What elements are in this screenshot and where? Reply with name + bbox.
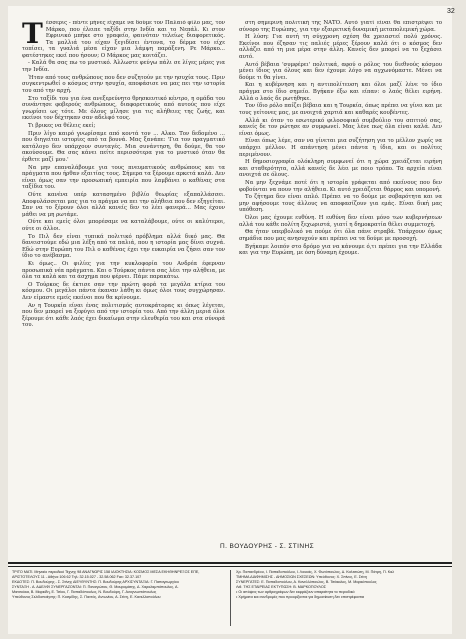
article-paragraph [239, 118, 442, 138]
article-paragraph-text: Αλλά κι όταν το εσωτερικό φιλοσοφικό συμβούλιο του σπιτιού σας, κανείς δε τον ρώτησε αν συμφωνεί. Μας λένε πως όλα είναι καλά. Δεν είναι όμως. [239, 117, 442, 137]
credit-line: Χρ. Παπανδρέου, Ι. Παπαδοπούλου, Ι. Λουκάς, Χ. Φωτόπουλος, Δ. Καλτσιώτη, Μ. Πάτρη, Π. Καλ [236, 570, 395, 574]
article-paragraph [239, 138, 442, 158]
page-number: 32 [447, 8, 455, 15]
credit-line: ΣΥΝΤΑΞΗ - Α. ΑΔΕΛΦΙ ΣΥΝΕΡΓΑΖΟΝΤΑΙ: Π. Παναγιώτου, Θ. Μαυρομάτης, Δ. Χαραλαμπόπουλος, Α. [12, 585, 179, 589]
article-paragraph [239, 103, 442, 116]
article-column-right [239, 20, 442, 536]
article-paragraph [239, 34, 442, 60]
magazine-page [8, 6, 455, 634]
article-paragraph-text: Το Πιλ δεν είναι τυπικά πολιτικό πρόβλημα αλλά δικό μας. Θα δανειστούμε εδώ μια λέξη από τα παλιά, που η ιστορία μας δίνει συχνά. Εδώ στην Ευρώπη του Πιλ ο καθένας έχει την ευκαιρία να ζήσει σαν τον ίδιο το ανέβασμα. [22, 233, 225, 260]
article-paragraph [22, 282, 225, 302]
article-paragraph-text: Ο Τούρκος δε έκτισε σαν την πρώτη φορά τα μεγάλα κτίρια του κόσμου. Οι μεγάλοι πάντα έκαναν λάθη κι όμως όλοι τους συγχώρησαν. Δεν είμαστε εμείς εκείνοι που θα κρίνουμε. [22, 281, 225, 301]
article-paragraph [239, 244, 442, 257]
article-paragraph-text: Κι όμως.. Οι φιλίες για την κυκλοφορία του Ανδρέα έφερναν προσωπικά νέα πράγματα. Και ο Τούρκος πάντα σας λέει την αλήθεια, με όλα τα καλά και τα άσχημα που φέρνει. Πάμε παρακάτω. [22, 261, 225, 281]
article-paragraph-text: Η δημοσιογραφία ολόκληρη συμφωνεί ότι η χώρα χρειάζεται ειρήνη και σταθερότητα, αλλά κανείς δε λέει με ποιο τρόπο. Τα αρχεία είναι ανοιχτά σε όλους. [239, 159, 442, 179]
article-paragraph-text: Θα ήταν υπερβολικό να πούμε ότι όλα πάνε στραβά. Υπάρχουν όμως σημάδια που μας ανησυχούν και πρέπει να τα δούμε με προσοχή. [239, 229, 442, 243]
article-paragraph-text: έσσερις - πέντε μήνες είχαμε να δούμε τον Παλαιό φίλο μας, τον Μάρκο, που έλειπε ταξίδι στην Ινδία και το Νεπάλ. Κι στον Εφρινικό μπήκε στο γραφείο, φαινόταν τελείως διαφορετικός. Τα μαλλιά του είχαν ξεγιδίσει έντονα, το δέρμα του είχε τοπίσει, τα γυαλιά μέσα είχαν μια λάμψη παράξενη. Ρε Μάρκο... φατέστηκες εκεί που ήσουν; Ο Μάρκος μας κοιτάζει. [22, 20, 225, 59]
article-body [22, 20, 442, 536]
article-paragraph [22, 165, 225, 191]
article-paragraph [22, 234, 225, 260]
footer-divider [230, 570, 231, 626]
article-paragraph [22, 192, 225, 218]
credit-line: ΕΚΔΟΤΕΣ: Π. Βουδούρης - Σ. Στίνης ΔΙΕΥΘΥΝΤΗΣ: Π. Βουδούρης ΑΡΧΙΣΥΝΤΑΞΙΑ: Γ. Παπαγεωργίου [12, 580, 179, 584]
article-paragraph [239, 20, 442, 33]
article-paragraph-text: Βγήκαμε λοιπόν στο δρόμο για να κάνουμε ό,τι πρέπει για την Ελλάδα και για την Ευρώπη, με όση δύναμη έχουμε. [239, 243, 442, 257]
article-paragraph-text: - Καλά θα σας πω το μυστικό. Άλλωστε φεύγω πάλι σε λίγες μέρες για την Ινδία. [22, 60, 225, 74]
footer-rule-thin [8, 566, 452, 567]
credit-line: ΤΜΗΜΑ ΔΙΑΦΗΜΙΣΗΣ - ΔΗΜΟΣΙΩΝ ΣΧΕΣΕΩΝ: Υπεύθυνος: Χ. Σπίνος, Ε. Στίνη [236, 575, 368, 579]
credit-line: • Χρήματα και συνδρομές που προορίζονται για δημοσίευση δεν επιστρέφονται [236, 595, 365, 599]
article-paragraph [22, 303, 225, 329]
article-paragraph [239, 229, 442, 242]
article-paragraph-text: Αυτό βέβαια 'συμφέρει' πολιτικά, αφού ο ρόλος του διεθνούς κόσμου μένει ίδιος για όλους και δεν έχουμε λόγο να αγχωνόμαστε. Μένει να δούμε τι θα γίνει. [239, 61, 442, 81]
article-paragraph [239, 82, 442, 102]
credit-line: • Οι απόψεις των αρθρογράφων δεν εκφράζουν απαραίτητα το περιοδικό [236, 590, 355, 594]
footer-rule-top [8, 562, 452, 564]
article-paragraph-text: Είναι όπως λέμε, σαν να γίνεται μια συζήτηση για το μέλλον χωρίς να υπάρχει μέλλον. Η απάντηση μένει πάντα η ίδια, και οι πολίτες περιμένουν. [239, 138, 442, 158]
article-paragraph-text: Πριν λίγο καιρό γνωρίσαμε από κοντά τον ... Αλκο. Τον δεδομένο ... που διηγείται ιστορίες από τα βουνά. Μας ξανάπε: 'Για τον πραγματικό κατάλογο δεν υπάρχουν συνταγές. Μια συνάντηση, θα δούμε, θα τον ακούσουμε. Θα σας κάνει πείτε περισσότερα για το μυστικό όταν θα έρθετε μαζί μου.' [22, 130, 225, 163]
article-paragraph [239, 215, 442, 228]
masthead-footer [12, 570, 448, 630]
credit-line: Ματσούκα, Β. Μαρκίδη, Ε. Τσίου, Γ. Παπαδόπουλος, Ν. Βουδούρη, Γ. Αναγνωστόπουλος [12, 590, 157, 594]
article-paragraph-text: Τι βρικες να θέλεις εκεί; [28, 122, 96, 129]
article-paragraph-text: Να μην επαναλάβουμε για τους πνευματικούς ανθρώπους και τα πράγματα που ήρθαν εξαιτίας τους. Σήμερα τα ξέρουμε αρκετά καλά. Δεν είναι όμως σαν την προσωπική εμπειρία που λαμβάνει ο καθένας στα ταξίδια του. [22, 164, 225, 191]
article-paragraph [22, 60, 225, 73]
article-paragraph [239, 159, 442, 179]
article-paragraph-text: Αν η Τουρκία είναι ένας πολιτισμός αυτοκράτορας κι όπως λέγεται, που δεν μπορεί να ξεφύγει από την ιστορία του. Από την άλλη μεριά όλοι ξέρουμε ότι κάθε λαός έχει δικαίωμα στην ελευθερία του και στα σύνορά του. [22, 302, 225, 329]
article-column-left [22, 20, 225, 536]
article-paragraph [22, 261, 225, 281]
article-paragraph [239, 194, 442, 214]
article-paragraph [239, 62, 442, 82]
credit-line: Λιθ. ΤΗΣ ΕΤΑΙΡΕΙΑΣ ΕΚΤΥΠΩΣΗ: Β. ΜΑΡΚΟΠΟΥΛΟΣ [236, 585, 327, 589]
author-signature: Π. ΒΟΥΔΟΥΡΗΣ - Σ. ΣΤΙΝΗΣ [220, 543, 314, 550]
article-paragraph [22, 20, 225, 59]
article-paragraph [22, 96, 225, 122]
article-paragraph [22, 123, 225, 130]
article-paragraph [22, 219, 225, 232]
article-paragraph-text: Και η κυβέρνηση και η αντιπολίτευση και όλοι μαζί λένε το ίδιο πράγμα στο ίδιο σημείο. Βγήκαν έξω και είπαν: ο λαός θέλει ειρήνη. Αλλά ο λαός δε ρωτήθηκε. [239, 82, 442, 102]
drop-cap: Τ [22, 20, 43, 50]
credit-line: ΑΡΙΣΤΟΤΕΛΟΥΣ 11 - Αθήνα 106 62 Τηλ: 32.15.027 - 32.58.062 Fax: 32.37.107 [12, 575, 142, 579]
article-paragraph-text: Η λύση: Για αυτή τη σύγχρονη σχέση θα χρειαστεί πολύ χρόνος. Εκείνοι που έζησαν τις παλιές μέρες ξέρουν καλά ότι ο κόσμος δεν αλλάζει από τη μια μέρα στην άλλη. Κανείς δεν μπορεί να το ξεχάσει αυτό. [239, 34, 442, 60]
article-paragraph-text: Ήταν από τους ανθρώπους που δεν συζητούν με την ησυχία τους. Πριν συγκεντρωθεί ο κόσμος στην ησυχία, αποφάσισε να μας πει την ιστορία του από την αρχή. [22, 74, 225, 94]
credit-line: ΣΥΝΕΡΓΑΤΕΣ: Ε. Παπαδοπούλου, Α. Κανελλόπουλος, Β. Τσάκαλος, Μ. Μαρκόπουλος [236, 580, 377, 584]
credit-line: Υπεύθυνος Σελιδοποίησης: Π. Κοσμίδης, Σ. Παντός, Αντωνίου, Α. Στίνη, Ε. Κανελλοπούλου [12, 595, 161, 599]
article-paragraph-text: Στο ταξίδι του για ένα ανεξερεύνητο θρησκευτικό κέντρο, η ομάδα του συνάντησε φοβερούς ανθρώπους, διαφορετικούς από αυτούς που είχε γνωρίσει ως τότε. Με όλους μίλησε για τις αλήθειες της ζωής, και εκείνοι τον δέχτηκαν σαν αδελφό τους. [22, 95, 225, 122]
article-paragraph-text: Τον ίδιο ρόλο παίζει βέβαια και η Τουρκία, όπως πρέπει να γίνει και με τους γείτονες μας, με ανοιχτά χαρτιά και καθαρές κουβέντες. [239, 103, 442, 116]
article-paragraph [22, 75, 225, 95]
masthead-credits-right [236, 570, 448, 600]
masthead-credits-left [12, 570, 226, 600]
article-paragraph [22, 131, 225, 164]
article-paragraph-text: Το ζήτημα δεν είναι απλό. Πρέπει να το δούμε με σοβαρότητα και να μην αφήσουμε τους άλλους να αποφασίζουν για εμάς. Είναι δική μας υπόθεση. [239, 194, 442, 214]
article-paragraph [239, 180, 442, 193]
article-paragraph-text: Όλοι μας έχουμε ευθύνη. Η ευθύνη δεν είναι μόνο των κυβερνήσεων αλλά του κάθε πολίτη ξεχωριστά, γιατί η δημοκρατία θέλει συμμετοχή. [239, 215, 442, 228]
credit-line: ΤΡΙΤΟ ΜΑΤΙ. Μηνιαίο περιοδικό Τέχνης 98 ΑΝΑΓΝΩΡΙΣ 158 ΙΔΙΟΚΤΗΣΙΑ: ΚΟΣΜΟΣ ΜΕΣΑ ΕΚΗΘΗΝΡΕΞΟΣ ΕΠΕ, [12, 570, 200, 574]
article-paragraph-text: Ούτε κανένα υπέρ κατασημένο βιβλίο θεωρίας εξαπαλλάσσει. Αποφυλάσσεται μας για το πράγμα να πει την αλήθεια που δεν εξηγείται. Σαν να το ξέρουν όλοι αλλά κανείς δεν το λέει φανερά... Μας έχουν μάθει να μη ρωτάμε. [22, 191, 225, 218]
article-paragraph-text: Να μην ξεχνάμε ποτέ ότι η ιστορία γράφεται από εκείνους που δεν φοβούνται να πουν την αλήθεια. Κι αυτό χρειάζεται θάρρος και υπομονή. [239, 180, 442, 193]
article-paragraph-text: Ούτε και εμείς όλοι μπορέσαμε να καταλάβουμε, ούτε οι καλύτεροι, ούτε οι άλλοι. [22, 219, 225, 232]
article-paragraph-text: στη σημερινή πολιτική της ΝΑΤΟ. Αυτό γιατί είναι θα επιστρέψει το σύνορο της Ευρώπης, για την εξαιρετική δυναμική μεταπολεμική χώρα. [239, 20, 442, 33]
